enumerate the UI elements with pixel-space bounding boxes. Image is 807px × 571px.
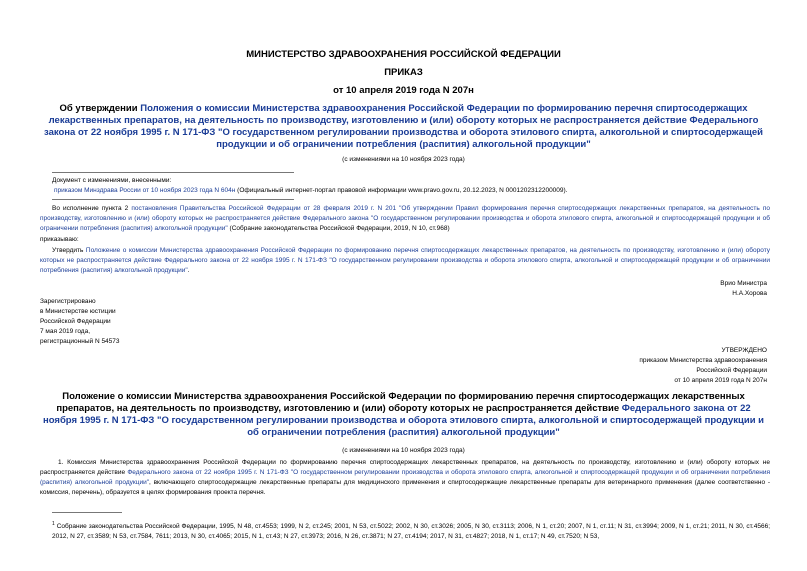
intro-p1-b: (Собрание законодательства Российской Федерации, 2019, N 10, ст.968)	[227, 225, 450, 232]
approved-line: УТВЕРЖДЕНО	[721, 347, 767, 354]
regulation-title-link[interactable]: Федерального закона от 22 ноября 1995 г. N 171-ФЗ "О государственном регулировании производства и оборота этилового спирта, алкогольной и спиртосодержащей продукции и об ограничении потребления (распития) алкогольной продукции"	[42, 403, 765, 438]
ministry-heading: МИНИСТЕРСТВО ЗДРАВООХРАНЕНИЯ РОССИЙСКОЙ ФЕДЕРАЦИИ	[246, 49, 561, 60]
doc-type-heading: ПРИКАЗ	[384, 67, 423, 78]
doc-date-number: от 10 апреля 2019 года N 207н	[333, 85, 474, 96]
intro-paragraph	[40, 204, 770, 234]
footnote-mark: 1	[52, 521, 55, 527]
signature-role: Врио Министра	[720, 280, 767, 287]
intro-p1-link[interactable]: постановления Правительства Российской Федерации от 28 февраля 2019 г. N 201 "Об утверждении Правил формирования перечня спиртосодержащих лекарственных препаратов, на деятельность по производству, изготовлению и (или) обороту которых не распространяется действие Федерального закона "О государственном регулировании производства и оборота этилового спирта, алкогольной и спиртосодержащей продукции и об ограничении потребления (распития) алкогольной продукции"	[40, 205, 770, 232]
signature-name: Н.А.Хорова	[732, 290, 767, 297]
amendment-note: (с изменениями на 10 ноября 2023 года)	[342, 156, 465, 163]
changes-link[interactable]: приказом Минздрава России от 10 ноября 2023 года N 604н	[54, 187, 236, 194]
signature-block	[720, 279, 767, 299]
registration-line: регистрационный N 54573	[40, 338, 120, 345]
regulation-paragraph-1	[40, 458, 770, 498]
reg-p1-b: , включающего спиртосодержащие лекарственные препараты для медицинского применения и спиртосодержащие лекарственные препараты для ветеринарного применения (далее соответственно - комиссия, перечень), образуется в целях формирования проекта перечня.	[40, 479, 770, 496]
intro-p3-b: .	[187, 267, 190, 274]
regulation-title-text: Положение о комиссии Министерства здравоохранения Российской Федерации по формированию перечня спиртосодержащих лекарственных препаратов, на деятельность по производству, изготовлению и (или) обороту которых не распространяется действие	[56, 391, 745, 414]
changes-heading: Документ с изменениями, внесенными:	[52, 177, 172, 184]
changes-block	[52, 176, 752, 196]
changes-line	[52, 186, 752, 196]
intro-p3-a: Утвердить	[52, 247, 86, 254]
registration-line: Зарегистрировано	[40, 298, 96, 305]
regulation-title	[40, 391, 767, 439]
order-title-prefix: Об утверждении	[59, 103, 141, 114]
footnote-text: Собрание законодательства Российской Федерации, 1995, N 48, ст.4553; 1999, N 2, ст.245; 2001, N 53, ст.5022; 2002, N 30, ст.3026; 2005, N 30, ст.3113; 2006, N 1, ст.20; 2007, N 1, ст.11; N 31, ст.3994; 2009, N 1, ст.21; 2011, N 30, ст.4566; 2012, N 27, ст.3589; N 53, ст.7584, 7611; 2013, N 30, ст.4065; 2015, N 1, ст.43; N 27, ст.3973; 2016, N 26, ст.3871; N 27, ст.4194; 2017, N 31, ст.4827; 2018, N 1, ст.17; N 49, ст.7520; N 53,	[52, 523, 770, 541]
changes-divider-bottom	[52, 199, 294, 200]
approve-link[interactable]: Положение о комиссии Министерства здравоохранения Российской Федерации по формированию перечня спиртосодержащих лекарственных препаратов, на деятельность по производству, изготовлению и (или) обороту которых не распространяется действие Федерального закона от 22 ноября 1995 г. N 171-ФЗ "О государственном регулировании производства и оборота этилового спирта, алкогольной и спиртосодержащей продукции и об ограничении потребления (распития) алкогольной продукции"	[40, 247, 770, 274]
footnote-divider	[52, 512, 122, 513]
approved-line: от 10 апреля 2019 года N 207н	[674, 377, 767, 384]
approved-line: Российской Федерации	[696, 367, 767, 374]
regulation-amendment-note: (с изменениями на 10 ноября 2023 года)	[342, 447, 465, 454]
reg-p1-a: 1. Комиссия Министерства здравоохранения Российской Федерации по формированию перечня спиртосодержащих лекарственных препаратов, на деятельность по производству, изготовлению и (или) обороту которых не распространяется действие	[40, 459, 770, 476]
order-title-link[interactable]: Положения о комиссии Министерства здравоохранения Российской Федерации по формированию перечня спиртосодержащих лекарственных препаратов, на деятельность по производству, изготовлению и (или) обороту которых не распространяется действие Федерального закона от 22 ноября 1995 г. N 171-ФЗ "О государственном регулировании производства и оборота этилового спирта, алкогольной и спиртосодержащей продукции и об ограничении потребления (распития) алкогольной продукции"	[43, 103, 764, 150]
registration-line: 7 мая 2019 года,	[40, 328, 91, 335]
changes-divider-top	[52, 172, 294, 173]
approved-line: приказом Министерства здравоохранения	[639, 357, 767, 364]
registration-line: в Министерстве юстиции	[40, 308, 116, 315]
changes-tail: (Официальный интернет-портал правовой информации www.pravo.gov.ru, 20.12.2023, N 0001202312200009).	[235, 187, 568, 194]
intro-order-word: приказываю:	[40, 236, 79, 243]
reg-p1-link[interactable]: Федерального закона от 22 ноября 1995 г. N 171-ФЗ "О государственном регулировании производства и оборота этилового спирта, алкогольной и спиртосодержащей продукции и об ограничении потребления (распития) алкогольной продукции"	[40, 469, 770, 486]
footnote	[52, 519, 770, 542]
registration-block	[40, 297, 300, 347]
intro-p1-a: Во исполнение пункта 2	[52, 205, 132, 212]
approved-block	[639, 346, 767, 386]
order-title	[40, 103, 767, 151]
approve-paragraph	[40, 246, 770, 276]
registration-line: Российской Федерации	[40, 318, 111, 325]
